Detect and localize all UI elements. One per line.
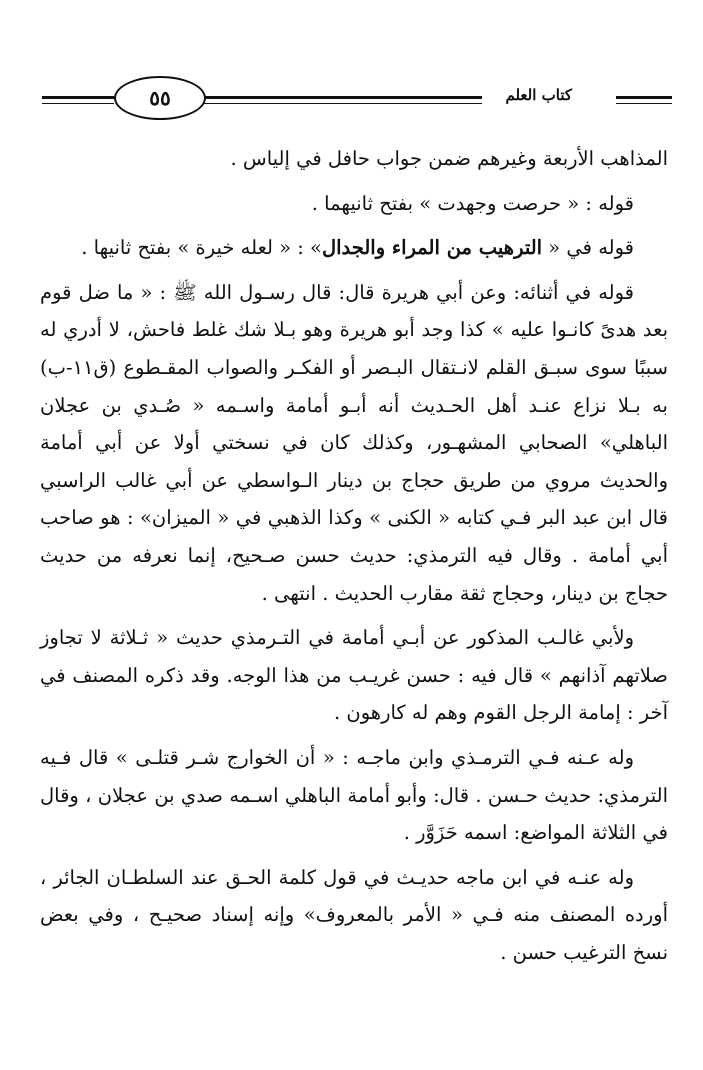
header-rule-middle-bottom: [202, 103, 482, 104]
text-run: » : « لعله خيرة » بفتح ثانيها .: [81, 236, 322, 260]
page-number: ٥٥: [149, 86, 171, 110]
paragraph: [40, 859, 668, 972]
text-run: ولأبي غالـب المذكور عن أبـي أمامة في التـرمذي حديث « ثـلاثة لا تجاوز صلاتهم آذانهم » قال فيه : حسن غريـب من هذا الوجه. وقد ذكره المصنف في آخر : إمامة الرجل القوم وهم له كارهون .: [40, 626, 668, 725]
page-header: [42, 70, 672, 122]
paragraph: [40, 739, 668, 852]
text-run: وله عنـه في ابن ماجه حديـث في قول كلمة الحـق عند السلطـان الجائر ، أورده المصنف منه فـي « الأمر بالمعروف» وإنه إسناد صحيـح ، وفي بعض نسخ الترغيب حسن .: [40, 865, 668, 964]
header-rule-left-bottom: [42, 103, 114, 104]
text-run: قوله في «: [542, 236, 634, 260]
header-rule-right-bottom: [616, 103, 672, 104]
paragraph: [40, 185, 668, 223]
text-run: وله عـنه فـي الترمـذي وابن ماجـه : « أن الخوارج شـر قتلـى » قال فـيه الترمذي: حديث حـسن . قال: وأبو أمامة الباهلي اسـمه صدي بن عجلان ، وقال في الثلاثة المواضع: اسمه حَزَوَّر .: [40, 745, 668, 845]
chapter-title-reference: الترهيب من المراء والجدال: [321, 236, 543, 260]
header-rule-right-top: [616, 96, 672, 99]
text-run: قوله : « حرصت وجهدت » بفتح ثانيهما .: [311, 191, 634, 215]
text-run: قوله في أثنائه: وعن أبي هريرة قال: قال رسـول الله ﷺ : « ما ضل قوم بعد هدىً كانـوا عليه » كذا وجد أبو هريرة وهو بـلا شك غلط فاحش، لا أدري له سببًا سوى سبـق القلم لانـتقال البـصر أو الفكـر والصواب المقـطوع (ق١١-ب) به بـلا نزاع عنـد أهل الحـديث أنه أبـو أمامة واسـمه « صُـدي بن عجلان الباهلي» الصحابي المشهـور، وكذلك كان في نسختي أولا عن أبي أمامة والحديث مروي من طريق حجاج بن دينار الـواسطي عن أبي غالب الراسبي قال ابن عبد البر فـي كتابه « الكنى » وكذا الذهبي في « الميزان» : هو صاحب أبي أمامة . وقال فيه الترمذي: حديث حسن صـحيح، إنما نعرفه من حديث حجاج بن دينار، وحجاج ثقة مقارب الحديث . انتهى .: [40, 280, 668, 605]
paragraph: [40, 619, 668, 732]
page-body-text: [40, 140, 668, 1050]
text-run: المذاهب الأربعة وغيرهم ضمن جواب حافل في إلياس .: [230, 147, 668, 170]
page-number-oval: [114, 76, 206, 120]
paragraph: [40, 229, 668, 267]
header-rule-left-top: [42, 96, 114, 99]
header-rule-middle-top: [202, 96, 482, 99]
paragraph: [40, 140, 668, 178]
paragraph: [40, 274, 668, 612]
book-title: كتاب العلم: [505, 86, 572, 104]
